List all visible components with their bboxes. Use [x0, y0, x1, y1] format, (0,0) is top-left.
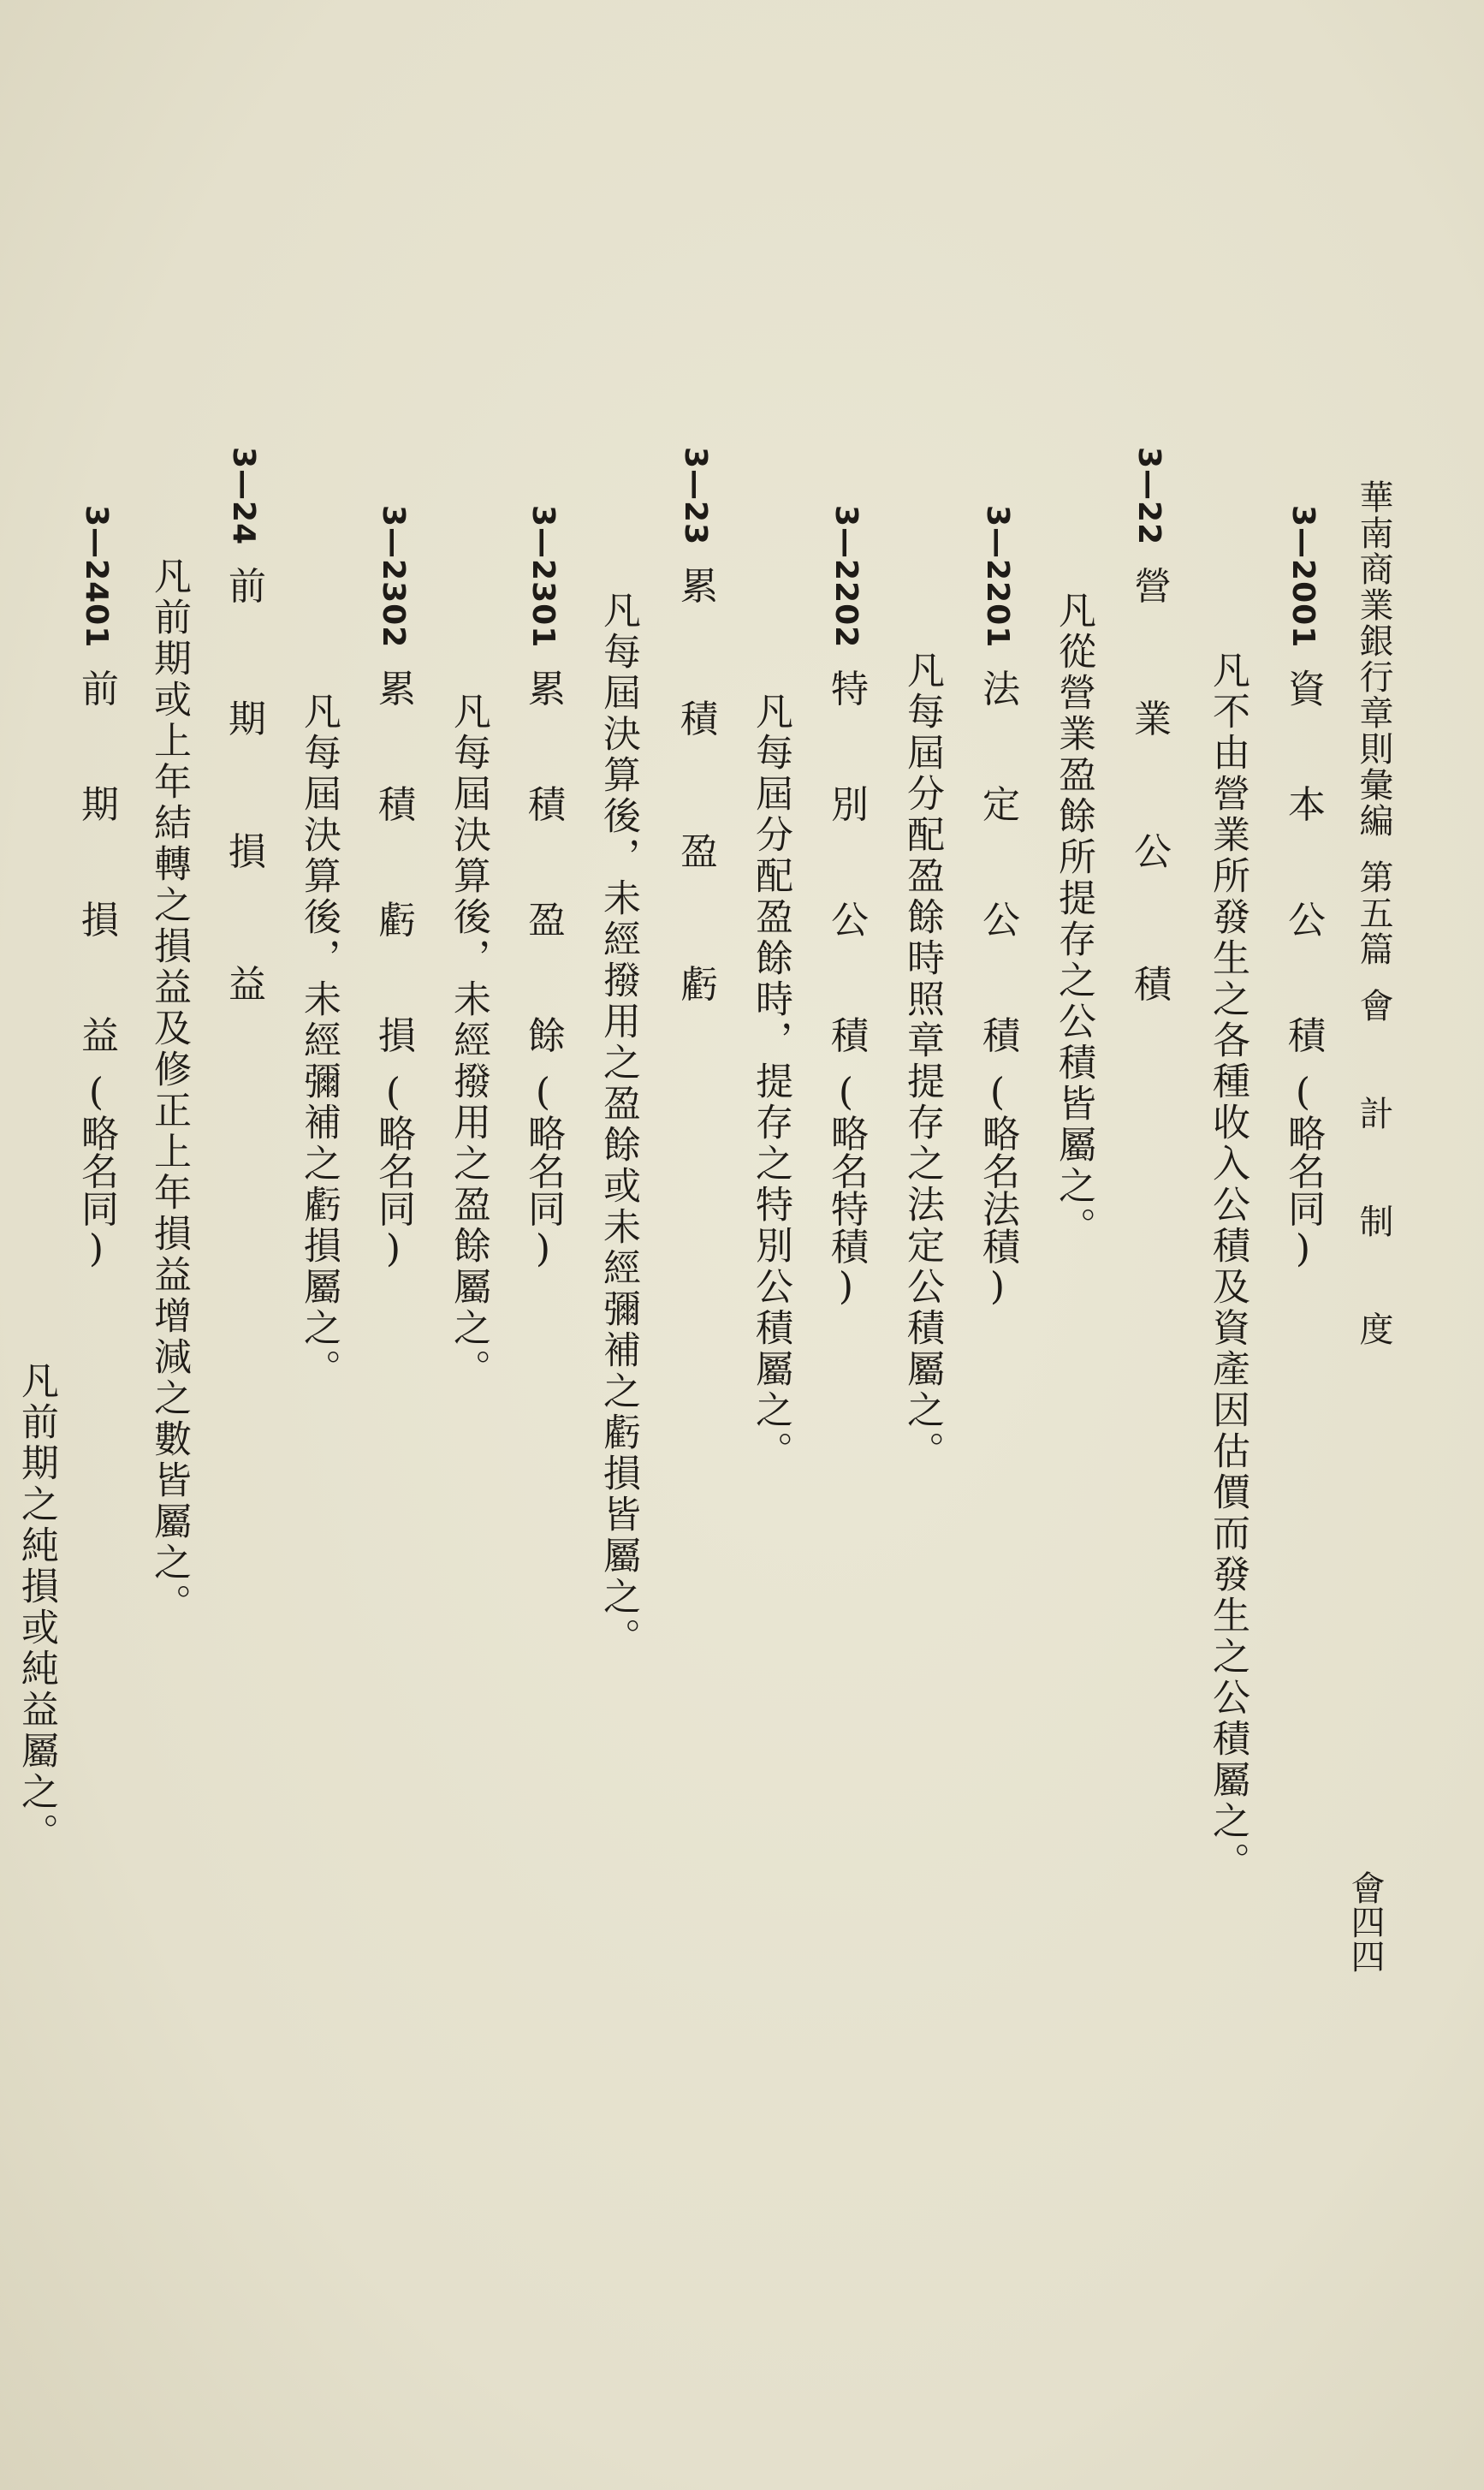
entry-heading — [74, 505, 118, 1271]
account-note: (略名同) — [371, 1070, 415, 1271]
account-code: 3—2202 — [828, 505, 864, 649]
entry-heading — [1127, 447, 1171, 1028]
account-title: 法 定 公 積 — [976, 669, 1019, 1071]
account-code: 3—2001 — [1285, 505, 1321, 649]
entry-heading — [222, 447, 265, 1028]
account-code: 3—2302 — [376, 505, 411, 649]
entry-body: 凡每屆分配盈餘時照章提存之法定公積屬之。 — [900, 651, 944, 1472]
account-code: 3—24 — [226, 447, 261, 546]
entry-body: 凡每屆決算後，未經撥用之盈餘屬之。 — [447, 692, 490, 1390]
entry-heading — [1281, 505, 1325, 1271]
account-note: (略名同) — [74, 1070, 118, 1271]
account-title: 前 期 損 益 — [74, 669, 118, 1071]
entry-heading — [976, 505, 1019, 1309]
subject-label: 會 計 制 度 — [1354, 988, 1393, 1363]
entry-heading — [521, 505, 565, 1271]
entry-body: 凡前期之純損或純益屬之。 — [15, 1361, 58, 1854]
account-note: (略名同) — [1281, 1070, 1325, 1271]
account-code: 3—2301 — [525, 505, 561, 649]
account-note: (略名法積) — [976, 1070, 1019, 1309]
account-code: 3—23 — [678, 447, 713, 546]
entry-heading — [824, 505, 868, 1309]
entry-body: 凡每屆決算後，未經撥用之盈餘或未經彌補之虧損皆屬之。 — [597, 591, 640, 1659]
running-header — [1356, 479, 1391, 1363]
entry-body: 凡每屆分配盈餘時，提存之特別公積屬之。 — [749, 692, 792, 1472]
book-title: 華南商業銀行章則彙編 — [1354, 479, 1393, 839]
page-number: 會四四 — [1345, 1870, 1385, 1973]
account-note: (略名特積) — [824, 1070, 868, 1309]
account-code: 3—2401 — [79, 505, 114, 649]
entry-body: 凡從營業盈餘所提存之公積皆屬之。 — [1052, 591, 1095, 1248]
account-title: 前 期 損 益 — [222, 566, 265, 1028]
entry-body: 凡每屆決算後，未經彌補之虧損屬之。 — [297, 692, 341, 1390]
entry-heading — [371, 505, 415, 1271]
account-title: 營 業 公 積 — [1127, 566, 1171, 1028]
entry-body: 凡前期或上年結轉之損益及修正上年損益增減之數皆屬之。 — [147, 556, 191, 1625]
account-title: 累 積 虧 損 — [371, 669, 415, 1071]
chapter-label: 第五篇 — [1354, 859, 1393, 967]
account-title: 累 積 盈 餘 — [521, 669, 565, 1071]
account-title: 特 別 公 積 — [824, 669, 868, 1071]
account-code: 3—22 — [1131, 447, 1166, 546]
account-title: 累 積 盈 虧 — [674, 566, 717, 1028]
account-title: 資 本 公 積 — [1281, 669, 1325, 1071]
account-note: (略名同) — [521, 1070, 565, 1271]
account-code: 3—2201 — [980, 505, 1015, 649]
entry-heading — [674, 447, 717, 1028]
entry-body: 凡不由營業所發生之各種收入公積及資產因估價而發生之公積屬之。 — [1206, 651, 1250, 1883]
